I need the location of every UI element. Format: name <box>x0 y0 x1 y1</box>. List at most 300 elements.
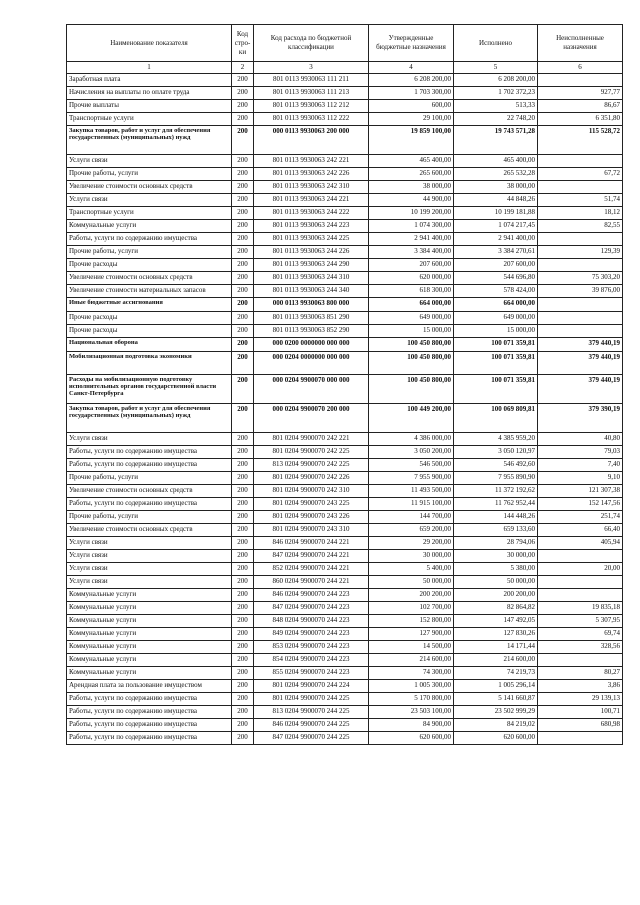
row-budget-code: 846 0204 9900070 244 221 <box>254 537 369 550</box>
row-line-code: 200 <box>232 446 254 459</box>
row-budget-code: 801 0113 9930063 244 221 <box>254 194 369 207</box>
row-executed: 3 384 270,61 <box>454 246 538 259</box>
row-name: Коммунальные услуги <box>67 602 232 615</box>
row-line-code: 200 <box>232 246 254 259</box>
row-executed: 207 600,00 <box>454 259 538 272</box>
row-name: Работы, услуги по содержанию имущества <box>67 706 232 719</box>
table-row <box>67 74 623 87</box>
header-unexecuted: Неисполненные назначения <box>538 25 623 62</box>
row-approved: 465 400,00 <box>369 155 454 168</box>
row-name: Работы, услуги по содержанию имущества <box>67 498 232 511</box>
row-line-code: 200 <box>232 87 254 100</box>
row-budget-code: 847 0204 9900070 244 225 <box>254 732 369 745</box>
row-unexecuted: 51,74 <box>538 194 623 207</box>
row-name: Коммунальные услуги <box>67 641 232 654</box>
table-row <box>67 654 623 667</box>
row-budget-code: 853 0204 9900070 244 223 <box>254 641 369 654</box>
table-row <box>67 615 623 628</box>
row-executed: 2 941 400,00 <box>454 233 538 246</box>
row-budget-code: 849 0204 9900070 244 223 <box>254 628 369 641</box>
row-unexecuted: 3,86 <box>538 680 623 693</box>
table-row <box>67 446 623 459</box>
row-approved: 3 050 200,00 <box>369 446 454 459</box>
row-name: Заработная плата <box>67 74 232 87</box>
row-name: Арендная плата за пользование имуществом <box>67 680 232 693</box>
row-budget-code: 000 0204 9900070 200 000 <box>254 404 369 433</box>
row-line-code: 200 <box>232 126 254 155</box>
row-executed: 11 372 192,62 <box>454 485 538 498</box>
row-approved: 664 000,00 <box>369 298 454 312</box>
table-row <box>67 155 623 168</box>
row-name: Коммунальные услуги <box>67 220 232 233</box>
row-budget-code: 801 0204 9900070 242 226 <box>254 472 369 485</box>
table-header-row <box>67 25 623 62</box>
column-number: 4 <box>369 62 454 74</box>
row-unexecuted <box>538 732 623 745</box>
row-line-code: 200 <box>232 375 254 404</box>
row-executed: 38 000,00 <box>454 181 538 194</box>
row-executed: 28 794,06 <box>454 537 538 550</box>
table-row <box>67 706 623 719</box>
row-executed: 200 200,00 <box>454 589 538 602</box>
row-name: Услуги связи <box>67 155 232 168</box>
row-executed: 546 492,60 <box>454 459 538 472</box>
row-executed: 100 069 809,81 <box>454 404 538 433</box>
row-executed: 44 848,26 <box>454 194 538 207</box>
row-line-code: 200 <box>232 498 254 511</box>
row-budget-code: 801 0204 9900070 242 310 <box>254 485 369 498</box>
row-unexecuted: 29 139,13 <box>538 693 623 706</box>
table-row <box>67 589 623 602</box>
row-unexecuted <box>538 654 623 667</box>
row-executed: 14 171,44 <box>454 641 538 654</box>
row-name: Увеличение стоимости основных средств <box>67 181 232 194</box>
row-executed: 513,33 <box>454 100 538 113</box>
table-row <box>67 352 623 375</box>
table-row <box>67 298 623 312</box>
row-name: Иные бюджетные ассигнования <box>67 298 232 312</box>
row-executed: 7 955 890,90 <box>454 472 538 485</box>
row-line-code: 200 <box>232 576 254 589</box>
row-executed: 6 208 200,00 <box>454 74 538 87</box>
row-budget-code: 801 0113 9930063 111 211 <box>254 74 369 87</box>
row-unexecuted: 379 440,19 <box>538 338 623 352</box>
row-line-code: 200 <box>232 233 254 246</box>
row-executed: 1 074 217,45 <box>454 220 538 233</box>
row-line-code: 200 <box>232 433 254 446</box>
row-budget-code: 801 0113 9930063 852 290 <box>254 325 369 338</box>
row-executed: 100 071 359,81 <box>454 338 538 352</box>
row-unexecuted <box>538 550 623 563</box>
row-budget-code: 801 0113 9930063 244 222 <box>254 207 369 220</box>
row-budget-code: 000 0204 9900070 000 000 <box>254 375 369 404</box>
row-budget-code: 847 0204 9900070 244 223 <box>254 602 369 615</box>
row-line-code: 200 <box>232 312 254 325</box>
row-line-code: 200 <box>232 74 254 87</box>
row-unexecuted: 20,00 <box>538 563 623 576</box>
table-body <box>67 74 623 745</box>
row-unexecuted: 67,72 <box>538 168 623 181</box>
row-approved: 29 100,00 <box>369 113 454 126</box>
row-unexecuted: 152 147,56 <box>538 498 623 511</box>
row-name: Коммунальные услуги <box>67 628 232 641</box>
row-executed: 50 000,00 <box>454 576 538 589</box>
table-row <box>67 641 623 654</box>
table-row <box>67 220 623 233</box>
row-name: Работы, услуги по содержанию имущества <box>67 233 232 246</box>
header-executed: Исполнено <box>454 25 538 62</box>
row-budget-code: 813 0204 9900070 244 225 <box>254 706 369 719</box>
row-name: Услуги связи <box>67 194 232 207</box>
row-line-code: 200 <box>232 352 254 375</box>
row-name: Коммунальные услуги <box>67 667 232 680</box>
row-line-code: 200 <box>232 589 254 602</box>
row-unexecuted: 379 440,19 <box>538 375 623 404</box>
row-budget-code: 000 0113 9930063 200 000 <box>254 126 369 155</box>
row-name: Увеличение стоимости материальных запасов <box>67 285 232 298</box>
row-approved: 14 500,00 <box>369 641 454 654</box>
row-executed: 30 000,00 <box>454 550 538 563</box>
row-approved: 5 400,00 <box>369 563 454 576</box>
row-unexecuted: 86,67 <box>538 100 623 113</box>
row-unexecuted: 80,27 <box>538 667 623 680</box>
row-approved: 11 915 100,00 <box>369 498 454 511</box>
row-line-code: 200 <box>232 550 254 563</box>
row-executed: 100 071 359,81 <box>454 352 538 375</box>
row-unexecuted: 82,55 <box>538 220 623 233</box>
row-budget-code: 852 0204 9900070 244 221 <box>254 563 369 576</box>
row-unexecuted <box>538 325 623 338</box>
row-line-code: 200 <box>232 524 254 537</box>
row-budget-code: 854 0204 9900070 244 223 <box>254 654 369 667</box>
row-budget-code: 846 0204 9900070 244 225 <box>254 719 369 732</box>
row-approved: 265 600,00 <box>369 168 454 181</box>
row-unexecuted: 40,80 <box>538 433 623 446</box>
row-line-code: 200 <box>232 615 254 628</box>
row-approved: 5 170 800,00 <box>369 693 454 706</box>
row-executed: 23 502 999,29 <box>454 706 538 719</box>
row-name: Работы, услуги по содержанию имущества <box>67 732 232 745</box>
table-row <box>67 181 623 194</box>
table-row <box>67 325 623 338</box>
row-budget-code: 801 0113 9930063 244 225 <box>254 233 369 246</box>
row-approved: 618 300,00 <box>369 285 454 298</box>
row-name: Прочие расходы <box>67 312 232 325</box>
row-unexecuted: 129,39 <box>538 246 623 259</box>
row-approved: 3 384 400,00 <box>369 246 454 259</box>
row-unexecuted <box>538 259 623 272</box>
row-approved: 10 199 200,00 <box>369 207 454 220</box>
row-budget-code: 801 0204 9900070 243 310 <box>254 524 369 537</box>
row-line-code: 200 <box>232 706 254 719</box>
table-row <box>67 667 623 680</box>
column-number: 6 <box>538 62 623 74</box>
table-row <box>67 87 623 100</box>
row-budget-code: 801 0204 9900070 244 224 <box>254 680 369 693</box>
row-approved: 100 450 800,00 <box>369 352 454 375</box>
row-executed: 214 600,00 <box>454 654 538 667</box>
row-name: Увеличение стоимости основных средств <box>67 524 232 537</box>
row-name: Работы, услуги по содержанию имущества <box>67 693 232 706</box>
row-name: Транспортные услуги <box>67 207 232 220</box>
row-executed: 74 219,73 <box>454 667 538 680</box>
table-row <box>67 312 623 325</box>
row-budget-code: 801 0113 9930063 244 310 <box>254 272 369 285</box>
row-budget-code: 801 0113 9930063 242 310 <box>254 181 369 194</box>
row-line-code: 200 <box>232 641 254 654</box>
row-budget-code: 847 0204 9900070 244 221 <box>254 550 369 563</box>
row-name: Увеличение стоимости основных средств <box>67 272 232 285</box>
row-executed: 465 400,00 <box>454 155 538 168</box>
row-line-code: 200 <box>232 602 254 615</box>
column-number: 3 <box>254 62 369 74</box>
row-line-code: 200 <box>232 181 254 194</box>
row-unexecuted: 379 390,19 <box>538 404 623 433</box>
row-unexecuted: 9,10 <box>538 472 623 485</box>
table-row <box>67 550 623 563</box>
row-executed: 82 864,82 <box>454 602 538 615</box>
row-line-code: 200 <box>232 285 254 298</box>
row-approved: 649 000,00 <box>369 312 454 325</box>
row-unexecuted <box>538 298 623 312</box>
row-executed: 127 830,26 <box>454 628 538 641</box>
row-unexecuted: 328,56 <box>538 641 623 654</box>
row-executed: 544 696,80 <box>454 272 538 285</box>
row-executed: 147 492,05 <box>454 615 538 628</box>
row-line-code: 200 <box>232 155 254 168</box>
row-line-code: 200 <box>232 472 254 485</box>
row-name: Прочие выплаты <box>67 100 232 113</box>
row-budget-code: 801 0113 9930063 112 222 <box>254 113 369 126</box>
row-approved: 207 600,00 <box>369 259 454 272</box>
row-approved: 15 000,00 <box>369 325 454 338</box>
row-name: Услуги связи <box>67 563 232 576</box>
row-unexecuted: 927,77 <box>538 87 623 100</box>
row-line-code: 200 <box>232 207 254 220</box>
header-budget-code: Код расхода по бюджетной классификации <box>254 25 369 62</box>
row-approved: 127 900,00 <box>369 628 454 641</box>
row-budget-code: 801 0204 9900070 244 225 <box>254 693 369 706</box>
row-executed: 5 380,00 <box>454 563 538 576</box>
row-unexecuted: 69,74 <box>538 628 623 641</box>
header-name: Наименование показателя <box>67 25 232 62</box>
table-row <box>67 404 623 433</box>
row-approved: 200 200,00 <box>369 589 454 602</box>
row-name: Услуги связи <box>67 550 232 563</box>
row-approved: 1 703 300,00 <box>369 87 454 100</box>
row-approved: 546 500,00 <box>369 459 454 472</box>
document-page <box>66 24 622 745</box>
row-budget-code: 801 0113 9930063 242 221 <box>254 155 369 168</box>
row-unexecuted <box>538 74 623 87</box>
row-budget-code: 801 0113 9930063 242 226 <box>254 168 369 181</box>
budget-execution-table <box>66 24 623 745</box>
row-name: Прочие расходы <box>67 325 232 338</box>
row-name: Работы, услуги по содержанию имущества <box>67 459 232 472</box>
row-approved: 100 450 800,00 <box>369 375 454 404</box>
row-unexecuted: 79,03 <box>538 446 623 459</box>
table-row <box>67 433 623 446</box>
table-row <box>67 272 623 285</box>
row-approved: 6 208 200,00 <box>369 74 454 87</box>
row-line-code: 200 <box>232 485 254 498</box>
row-unexecuted: 5 307,95 <box>538 615 623 628</box>
row-budget-code: 801 0113 9930063 244 226 <box>254 246 369 259</box>
row-budget-code: 846 0204 9900070 244 223 <box>254 589 369 602</box>
row-approved: 2 941 400,00 <box>369 233 454 246</box>
table-row <box>67 576 623 589</box>
row-approved: 144 700,00 <box>369 511 454 524</box>
table-row <box>67 194 623 207</box>
row-unexecuted: 75 303,20 <box>538 272 623 285</box>
row-approved: 100 449 200,00 <box>369 404 454 433</box>
table-row <box>67 126 623 155</box>
row-line-code: 200 <box>232 168 254 181</box>
row-executed: 620 600,00 <box>454 732 538 745</box>
row-executed: 10 199 181,88 <box>454 207 538 220</box>
row-budget-code: 860 0204 9900070 244 221 <box>254 576 369 589</box>
row-budget-code: 801 0113 9930063 112 212 <box>254 100 369 113</box>
row-approved: 1 005 300,00 <box>369 680 454 693</box>
row-approved: 38 000,00 <box>369 181 454 194</box>
row-approved: 74 300,00 <box>369 667 454 680</box>
row-executed: 22 748,20 <box>454 113 538 126</box>
row-executed: 649 000,00 <box>454 312 538 325</box>
table-row <box>67 628 623 641</box>
row-approved: 100 450 800,00 <box>369 338 454 352</box>
row-line-code: 200 <box>232 459 254 472</box>
row-executed: 1 005 296,14 <box>454 680 538 693</box>
row-budget-code: 848 0204 9900070 244 223 <box>254 615 369 628</box>
row-executed: 100 071 359,81 <box>454 375 538 404</box>
row-name: Коммунальные услуги <box>67 615 232 628</box>
row-unexecuted: 19 835,18 <box>538 602 623 615</box>
row-name: Услуги связи <box>67 576 232 589</box>
row-executed: 19 743 571,28 <box>454 126 538 155</box>
row-name: Закупка товаров, работ и услуг для обеспечения государственных (муниципальных) нужд <box>67 126 232 155</box>
table-row <box>67 459 623 472</box>
row-name: Транспортные услуги <box>67 113 232 126</box>
row-name: Услуги связи <box>67 537 232 550</box>
table-row <box>67 680 623 693</box>
row-line-code: 200 <box>232 628 254 641</box>
row-approved: 4 386 000,00 <box>369 433 454 446</box>
row-executed: 4 385 959,20 <box>454 433 538 446</box>
column-number-row <box>67 62 623 74</box>
row-approved: 620 600,00 <box>369 732 454 745</box>
row-name: Национальная оборона <box>67 338 232 352</box>
header-approved: Утвержденные бюджетные назначения <box>369 25 454 62</box>
row-name: Коммунальные услуги <box>67 589 232 602</box>
row-budget-code: 801 0113 9930063 111 213 <box>254 87 369 100</box>
table-row <box>67 100 623 113</box>
row-executed: 84 219,02 <box>454 719 538 732</box>
row-name: Закупка товаров, работ и услуг для обеспечения государственных (муниципальных) нужд <box>67 404 232 433</box>
header-line-code: Код стро-ки <box>232 25 254 62</box>
row-budget-code: 000 0113 9930063 800 000 <box>254 298 369 312</box>
row-name: Увеличение стоимости основных средств <box>67 485 232 498</box>
row-line-code: 200 <box>232 732 254 745</box>
table-row <box>67 693 623 706</box>
row-name: Прочие расходы <box>67 259 232 272</box>
table-row <box>67 246 623 259</box>
row-budget-code: 801 0204 9900070 242 221 <box>254 433 369 446</box>
row-executed: 1 702 372,23 <box>454 87 538 100</box>
column-number: 1 <box>67 62 232 74</box>
table-row <box>67 732 623 745</box>
row-line-code: 200 <box>232 100 254 113</box>
row-approved: 659 200,00 <box>369 524 454 537</box>
row-unexecuted: 66,40 <box>538 524 623 537</box>
row-unexecuted: 680,98 <box>538 719 623 732</box>
row-executed: 578 424,00 <box>454 285 538 298</box>
column-number: 2 <box>232 62 254 74</box>
table-row <box>67 207 623 220</box>
row-unexecuted: 100,71 <box>538 706 623 719</box>
row-unexecuted <box>538 181 623 194</box>
table-row <box>67 563 623 576</box>
row-budget-code: 801 0204 9900070 243 225 <box>254 498 369 511</box>
row-budget-code: 801 0113 9930063 244 223 <box>254 220 369 233</box>
row-approved: 7 955 900,00 <box>369 472 454 485</box>
row-budget-code: 000 0204 0000000 000 000 <box>254 352 369 375</box>
row-approved: 29 200,00 <box>369 537 454 550</box>
row-approved: 152 800,00 <box>369 615 454 628</box>
row-line-code: 200 <box>232 680 254 693</box>
row-unexecuted: 379 440,19 <box>538 352 623 375</box>
row-line-code: 200 <box>232 220 254 233</box>
table-row <box>67 602 623 615</box>
row-line-code: 200 <box>232 298 254 312</box>
row-line-code: 200 <box>232 693 254 706</box>
table-row <box>67 338 623 352</box>
row-name: Расходы на мобилизационную подготовку исполнительных органов государственной власти Санкт-Петербурга <box>67 375 232 404</box>
row-approved: 600,00 <box>369 100 454 113</box>
row-executed: 5 141 660,87 <box>454 693 538 706</box>
row-executed: 144 448,26 <box>454 511 538 524</box>
row-approved: 50 000,00 <box>369 576 454 589</box>
table-row <box>67 113 623 126</box>
row-budget-code: 801 0113 9930063 244 340 <box>254 285 369 298</box>
row-unexecuted: 115 528,72 <box>538 126 623 155</box>
row-unexecuted: 6 351,80 <box>538 113 623 126</box>
row-executed: 659 133,60 <box>454 524 538 537</box>
table-row <box>67 375 623 404</box>
row-approved: 1 074 300,00 <box>369 220 454 233</box>
row-budget-code: 000 0200 0000000 000 000 <box>254 338 369 352</box>
row-line-code: 200 <box>232 667 254 680</box>
row-line-code: 200 <box>232 654 254 667</box>
row-approved: 30 000,00 <box>369 550 454 563</box>
row-unexecuted <box>538 312 623 325</box>
row-executed: 3 050 120,97 <box>454 446 538 459</box>
table-row <box>67 259 623 272</box>
row-unexecuted: 39 876,00 <box>538 285 623 298</box>
row-name: Работы, услуги по содержанию имущества <box>67 446 232 459</box>
row-unexecuted: 251,74 <box>538 511 623 524</box>
row-approved: 23 503 100,00 <box>369 706 454 719</box>
row-unexecuted: 121 307,38 <box>538 485 623 498</box>
row-line-code: 200 <box>232 272 254 285</box>
row-line-code: 200 <box>232 325 254 338</box>
row-budget-code: 813 0204 9900070 242 225 <box>254 459 369 472</box>
row-budget-code: 801 0113 9930063 851 290 <box>254 312 369 325</box>
row-budget-code: 801 0204 9900070 243 226 <box>254 511 369 524</box>
row-budget-code: 801 0204 9900070 242 225 <box>254 446 369 459</box>
row-name: Коммунальные услуги <box>67 654 232 667</box>
row-line-code: 200 <box>232 511 254 524</box>
row-name: Мобилизационная подготовка экономики <box>67 352 232 375</box>
